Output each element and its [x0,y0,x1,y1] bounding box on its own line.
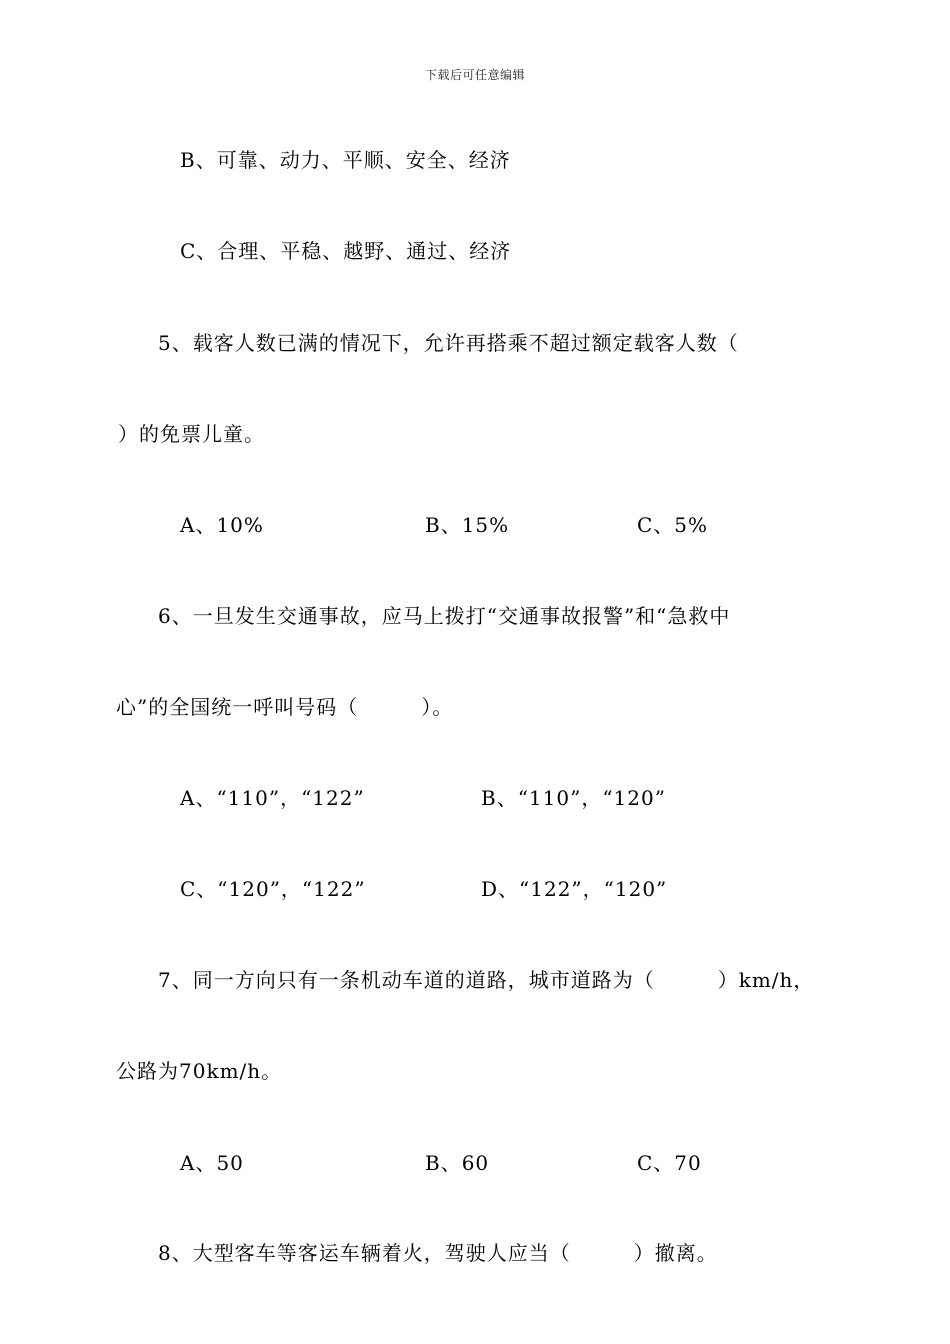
question-5-line-2: ）的免票儿童。 [118,422,265,446]
question-7-option-c: C、70 [637,1151,702,1175]
question-6-option-c: C、“120”，“122” [180,877,366,901]
question-6-option-b: B、“110”，“120” [481,786,666,810]
question-5-option-a: A、10% [180,513,264,537]
page-header: 下载后可任意编辑 [424,68,525,82]
question-6-line-2: 心”的全国统一呼叫号码（ ）。 [116,695,454,719]
question-6-option-a: A、“110”，“122” [180,786,365,810]
question-5-line-1: 5、载客人数已满的情况下，允许再搭乘不超过额定载客人数（ [158,331,739,355]
question-4-option-b: B、可靠、动力、平顺、安全、经济 [180,148,511,172]
question-5-option-c: C、5% [637,513,709,537]
question-5-option-b: B、15% [425,513,510,537]
question-7-option-b: B、60 [425,1151,490,1175]
question-4-option-c: C、合理、平稳、越野、通过、经济 [180,239,512,263]
question-7-line-2: 公路为70km/h。 [116,1059,283,1083]
question-7-option-a: A、50 [180,1151,244,1175]
question-6-option-d: D、“122”，“120” [481,877,668,901]
question-6-line-1: 6、一旦发生交通事故，应马上拨打“交通事故报警”和“急救中 [158,604,731,628]
question-7-line-1: 7、同一方向只有一条机动车道的道路，城市道路为（ ）km/h， [158,968,815,992]
question-8-line-1: 8、大型客车等客运车辆着火，驾驶人应当（ ）撤离。 [158,1241,718,1265]
